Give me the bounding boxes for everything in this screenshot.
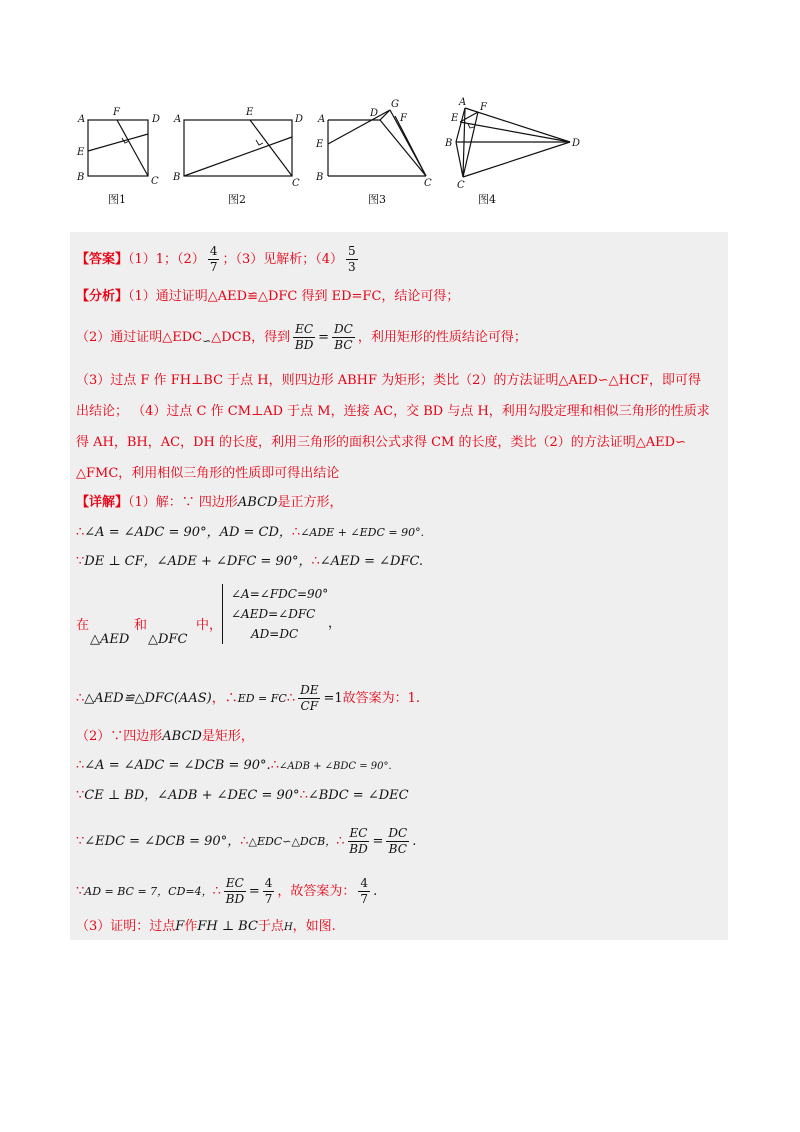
fig3-caption: 图3	[368, 193, 386, 206]
frac-ec: EC	[349, 826, 368, 840]
analysis-line-2	[76, 322, 527, 353]
detail-line-7	[76, 757, 392, 776]
frac-7-answer: 7	[360, 892, 369, 906]
detail-text-3d: ∠AED = ∠DFC.	[319, 554, 424, 569]
fig4-label-D: D	[572, 138, 581, 149]
analysis-text-1: （1）通过证明△AED≌△DFC 得到 ED=FC，结论可得；	[128, 289, 460, 304]
fig3-label-D: D	[370, 108, 379, 119]
fig3-label-B: B	[316, 172, 324, 183]
detail-fraction-4-7	[263, 876, 275, 907]
therefore-6: ∴	[286, 691, 296, 706]
fig2-caption: 图2	[228, 193, 246, 206]
detail-text-11g: ，如图.	[292, 919, 336, 934]
system-eq-1: ∠A=∠FDC=90°	[231, 587, 329, 601]
fig1-label-B: B	[77, 172, 85, 183]
analysis-line-1	[76, 288, 459, 306]
detail-ed-fc: ED = FC	[237, 692, 287, 705]
detail-line-11	[76, 918, 336, 937]
frac-dc: DC	[388, 826, 408, 840]
detail-line-5	[76, 683, 420, 714]
detail-text-2d: ∠ADE + ∠EDC = 90°.	[300, 526, 425, 539]
analysis-frac1-num: EC	[295, 322, 314, 336]
system-eq-2: ∠AED=∠DFC	[231, 607, 316, 621]
therefore-1: ∴	[76, 525, 85, 540]
answer-part2: ；（3）见解析；（4）	[222, 252, 344, 267]
answer-frac1-num: 4	[209, 244, 218, 258]
detail-fraction-de-cf	[298, 683, 320, 714]
fig2-label-C: C	[292, 178, 300, 189]
detail-abcd: ABCD	[237, 495, 278, 510]
therefore-8: ∴	[270, 758, 279, 773]
fig3-label-C: C	[424, 178, 432, 189]
fh-perp-bc: FH ⊥ BC	[197, 919, 258, 934]
answer-fraction-1	[208, 244, 220, 275]
answer-frac1-den: 7	[209, 260, 218, 274]
fig2-label-D: D	[295, 114, 304, 125]
fig3-label-E: E	[316, 139, 324, 150]
detail-eq-one: =1	[323, 691, 343, 706]
answer-tag: 【答案】	[76, 252, 129, 267]
frac-4: 4	[264, 876, 273, 890]
detail-fraction-ec-bd-2	[224, 876, 246, 907]
answer-fraction-2	[346, 244, 358, 275]
equals-sign: =	[318, 330, 329, 345]
therefore-11: ∴	[336, 834, 345, 849]
detail-text-11e: 于点	[257, 919, 284, 934]
detail-congruence: △AED≌△DFC(AAS)	[84, 691, 212, 706]
fig3-label-A: A	[318, 114, 326, 125]
detail-text-7d: ∠ADB + ∠BDC = 90°.	[278, 761, 392, 772]
detail-text-7b: ∠A = ∠ADC = ∠DCB = 90°.	[84, 758, 271, 773]
figure-1	[88, 120, 148, 176]
analysis-frac1-den: BD	[294, 338, 314, 352]
fig4-label-A: A	[459, 97, 467, 108]
answer-part1: （1）1；（2）	[128, 252, 205, 267]
analysis-fraction-2	[332, 322, 355, 353]
analysis-line-3: （3）过点 F 作 FH⊥BC 于点 H，则四边形 ABHF 为矩形；类比（2）的方法证明△AED∽△HCF，即可得	[76, 373, 701, 388]
period-1: .	[412, 834, 417, 849]
therefore-12: ∴	[212, 884, 221, 899]
fig2-label-B: B	[173, 172, 181, 183]
analysis-text-2a: （2）通过证明△EDC	[76, 330, 203, 345]
answer-line	[76, 244, 361, 275]
fig3-label-F: F	[400, 113, 407, 124]
analysis-text-2c: ，利用矩形的性质结论可得；	[357, 330, 527, 345]
because-3: ∵	[76, 834, 85, 849]
frac-ec-2: EC	[225, 876, 244, 890]
detail-text-6a: （2）∵四边形	[76, 729, 163, 744]
frac-bc: BC	[388, 842, 407, 856]
period-2: .	[373, 884, 378, 899]
answer-frac2-den: 3	[348, 260, 356, 274]
fig1-label-D: D	[152, 114, 161, 125]
frac-cf: CF	[300, 699, 319, 713]
detail-in-label: 在	[76, 618, 90, 633]
detail-mid-label: 中，	[196, 618, 223, 633]
therefore-9: ∴	[299, 788, 308, 803]
similar-symbol: ∽	[202, 334, 212, 348]
detail-text-3b: DE ⊥ CF，∠ADE + ∠DFC = 90°，	[84, 554, 312, 569]
fig1-label-E: E	[77, 147, 85, 158]
fig1-caption: 图1	[108, 193, 126, 206]
detail-text-8d: ∠BDC = ∠DEC	[307, 788, 409, 803]
fig4-label-E: E	[451, 113, 459, 124]
equals-sign-2: =	[372, 834, 384, 849]
frac-bd: BD	[349, 842, 368, 856]
analysis-tag: 【分析】	[76, 289, 129, 304]
fig4-label-B: B	[445, 138, 453, 149]
fig1-label-A: A	[78, 114, 86, 125]
frac-4-answer: 4	[360, 876, 369, 890]
analysis-fraction-1	[293, 322, 315, 353]
detail-text-10b: AD = BC = 7，CD=4，	[84, 885, 213, 898]
detail-text-6c: 是矩形，	[201, 729, 254, 744]
analysis-line-6: △FMC，利用相似三角形的性质即可得出结论	[76, 466, 340, 481]
detail-text-9b: ∠EDC = ∠DCB = 90°，	[84, 834, 241, 849]
detail-tag: 【详解】	[76, 495, 129, 510]
because-4: ∵	[76, 884, 85, 899]
answer-frac2-num: 5	[348, 244, 356, 258]
because-1: ∵	[76, 554, 85, 569]
detail-text-1a: （1）解：∵ 四边形	[128, 495, 238, 510]
detail-abcd-2: ABCD	[162, 729, 202, 744]
equals-sign-3: =	[248, 884, 260, 899]
fig1-label-C: C	[151, 176, 159, 187]
analysis-line-5: 得 AH，BH，AC，DH 的长度，利用三角形的面积公式求得 CM 的长度，类比（2）的方法证明△AED∽	[76, 435, 686, 450]
detail-line-9	[76, 826, 416, 857]
detail-line-8	[76, 787, 409, 805]
triangle-aed: △AED	[90, 632, 130, 647]
detail-and-label: 和	[134, 618, 148, 633]
fig2-label-E: E	[246, 107, 254, 118]
frac-de: DE	[300, 683, 319, 697]
therefore-3: ∴	[311, 554, 320, 569]
detail-fraction-ec-bd	[348, 826, 370, 857]
fig1-label-F: F	[113, 107, 120, 118]
fig4-caption: 图4	[478, 193, 496, 206]
therefore-10: ∴	[240, 834, 249, 849]
detail-text-2b: ∠A = ∠ADC = 90°，AD = CD，	[84, 525, 292, 540]
triangle-dfc: △DFC	[148, 632, 188, 647]
detail-line-10	[76, 876, 377, 907]
fig4-label-F: F	[480, 102, 487, 113]
detail-text-9d: △EDC∽△DCB，	[248, 835, 337, 848]
because-2: ∵	[76, 788, 85, 803]
detail-line-3	[76, 553, 423, 571]
detail-text-11a: （3）证明：过点	[76, 919, 176, 934]
therefore-2: ∴	[291, 525, 301, 540]
fig3-label-G: G	[391, 99, 399, 110]
therefore-7: ∴	[76, 758, 85, 773]
detail-answer-1: 故答案为：1.	[342, 691, 421, 706]
point-f: F	[175, 919, 185, 934]
fig2-label-A: A	[174, 114, 182, 125]
detail-fraction-dc-bc	[386, 826, 409, 857]
figure-3	[328, 110, 426, 176]
analysis-frac2-den: BC	[334, 338, 353, 352]
figure-2	[184, 120, 292, 176]
detail-line-6	[76, 728, 254, 746]
figures-svg	[70, 94, 590, 214]
detail-answer-label-2: ，故答案为：	[277, 884, 356, 899]
fig4-label-C: C	[457, 180, 465, 191]
therefore-5: ，∴	[211, 691, 238, 706]
analysis-text-2b: △DCB，得到	[211, 330, 291, 345]
detail-line-2	[76, 524, 424, 542]
system-eq-3: AD=DC	[251, 627, 299, 641]
analysis-line-4: 出结论； （4）过点 C 作 CM⊥AD 于点 M，连接 AC，交 BD 与点 H，利用勾股定理和相似三角形的性质求	[76, 404, 710, 419]
system-comma: ，	[328, 616, 342, 631]
frac-bd-2: BD	[225, 892, 245, 906]
detail-line-1	[76, 494, 343, 512]
analysis-frac2-num: DC	[334, 322, 353, 336]
equation-system	[222, 584, 328, 644]
detail-fraction-4-7-answer	[358, 876, 370, 907]
frac-7: 7	[264, 892, 273, 906]
point-h: H	[283, 922, 293, 933]
geometry-figures	[70, 94, 590, 214]
detail-text-8b: CE ⊥ BD，∠ADB + ∠DEC = 90°	[84, 788, 300, 803]
figure-4	[456, 108, 570, 177]
detail-text-11c: 作	[184, 919, 198, 934]
therefore-4: ∴	[76, 691, 85, 706]
detail-text-1c: 是正方形，	[277, 495, 343, 510]
